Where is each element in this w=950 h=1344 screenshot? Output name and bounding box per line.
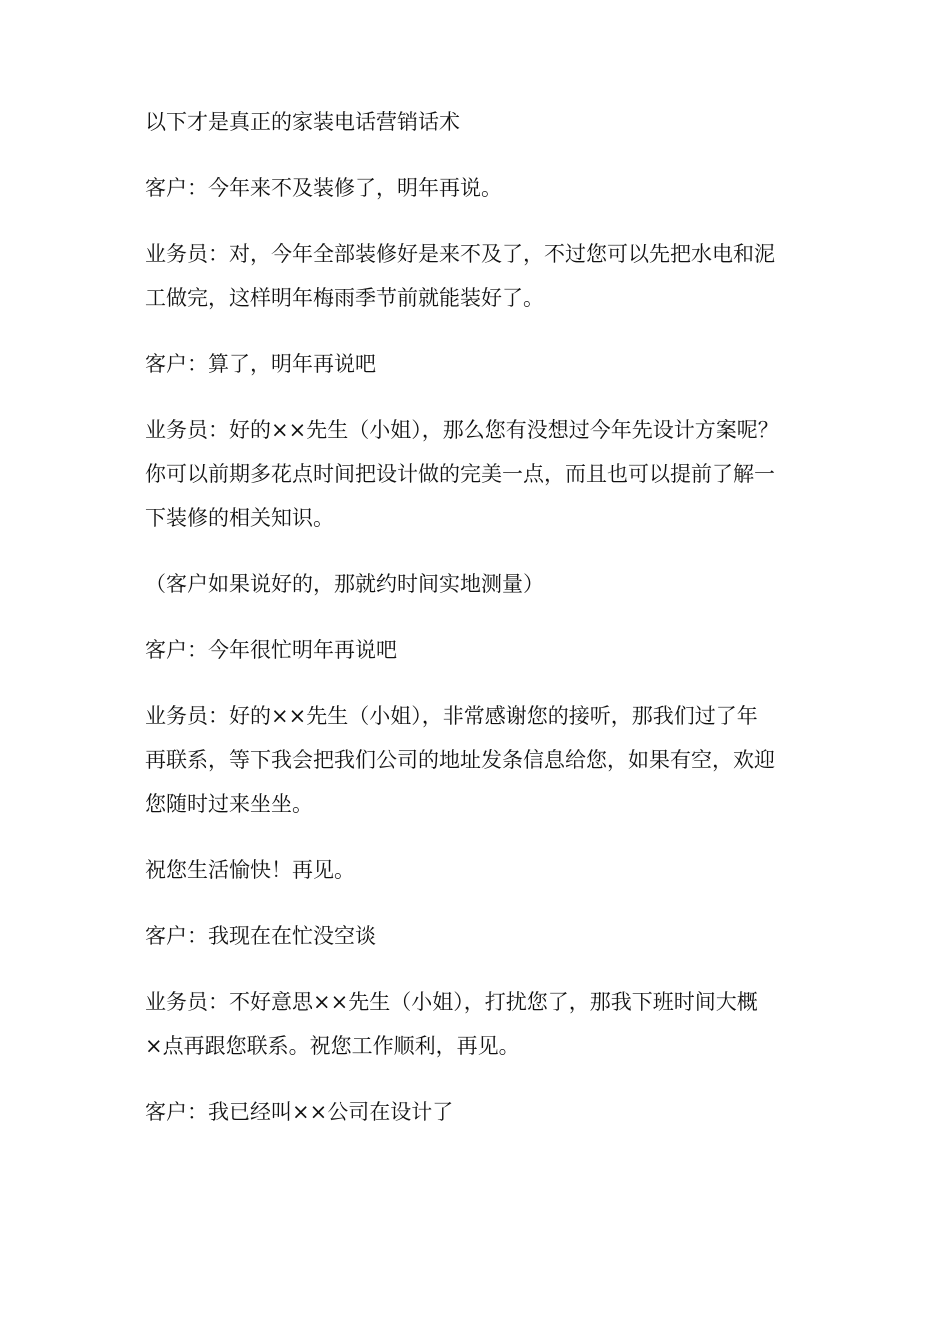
paragraph-customer-3: 客户：今年很忙明年再说吧: [145, 638, 397, 662]
paragraph-salesperson-2: 业务员：好的××先生（小姐），那么您有没想过今年先设计方案呢？ 你可以前期多花点时间把设计做的完美一点，而且也可以提前了解一 下装修的相关知识。: [145, 418, 779, 530]
paragraph-customer-1: 客户：今年来不及装修了，明年再说。: [145, 176, 502, 200]
paragraph-salesperson-4: 业务员：不好意思××先生（小姐），打扰您了，那我下班时间大概 ×点再跟您联系。祝您工作顺利，再见。: [145, 990, 758, 1058]
paragraph-closing-1: 祝您生活愉快！再见。: [145, 858, 355, 882]
paragraph-salesperson-3: 业务员：好的××先生（小姐），非常感谢您的接听，那我们过了年 再联系，等下我会把我们公司的地址发条信息给您，如果有空，欢迎 您随时过来坐坐。: [145, 704, 775, 816]
paragraph-salesperson-1: 业务员：对，今年全部装修好是来不及了，不过您可以先把水电和泥 工做完，这样明年梅雨季节前就能装好了。: [145, 242, 775, 310]
paragraph-customer-4: 客户：我现在在忙没空谈: [145, 924, 376, 948]
paragraph-customer-2: 客户：算了，明年再说吧: [145, 352, 376, 376]
document-title-line: 以下才是真正的家装电话营销话术: [145, 110, 460, 134]
paragraph-customer-5: 客户：我已经叫××公司在设计了: [145, 1100, 454, 1124]
paragraph-note: （客户如果说好的，那就约时间实地测量）: [145, 572, 544, 596]
document-body: [145, 100, 825, 1156]
